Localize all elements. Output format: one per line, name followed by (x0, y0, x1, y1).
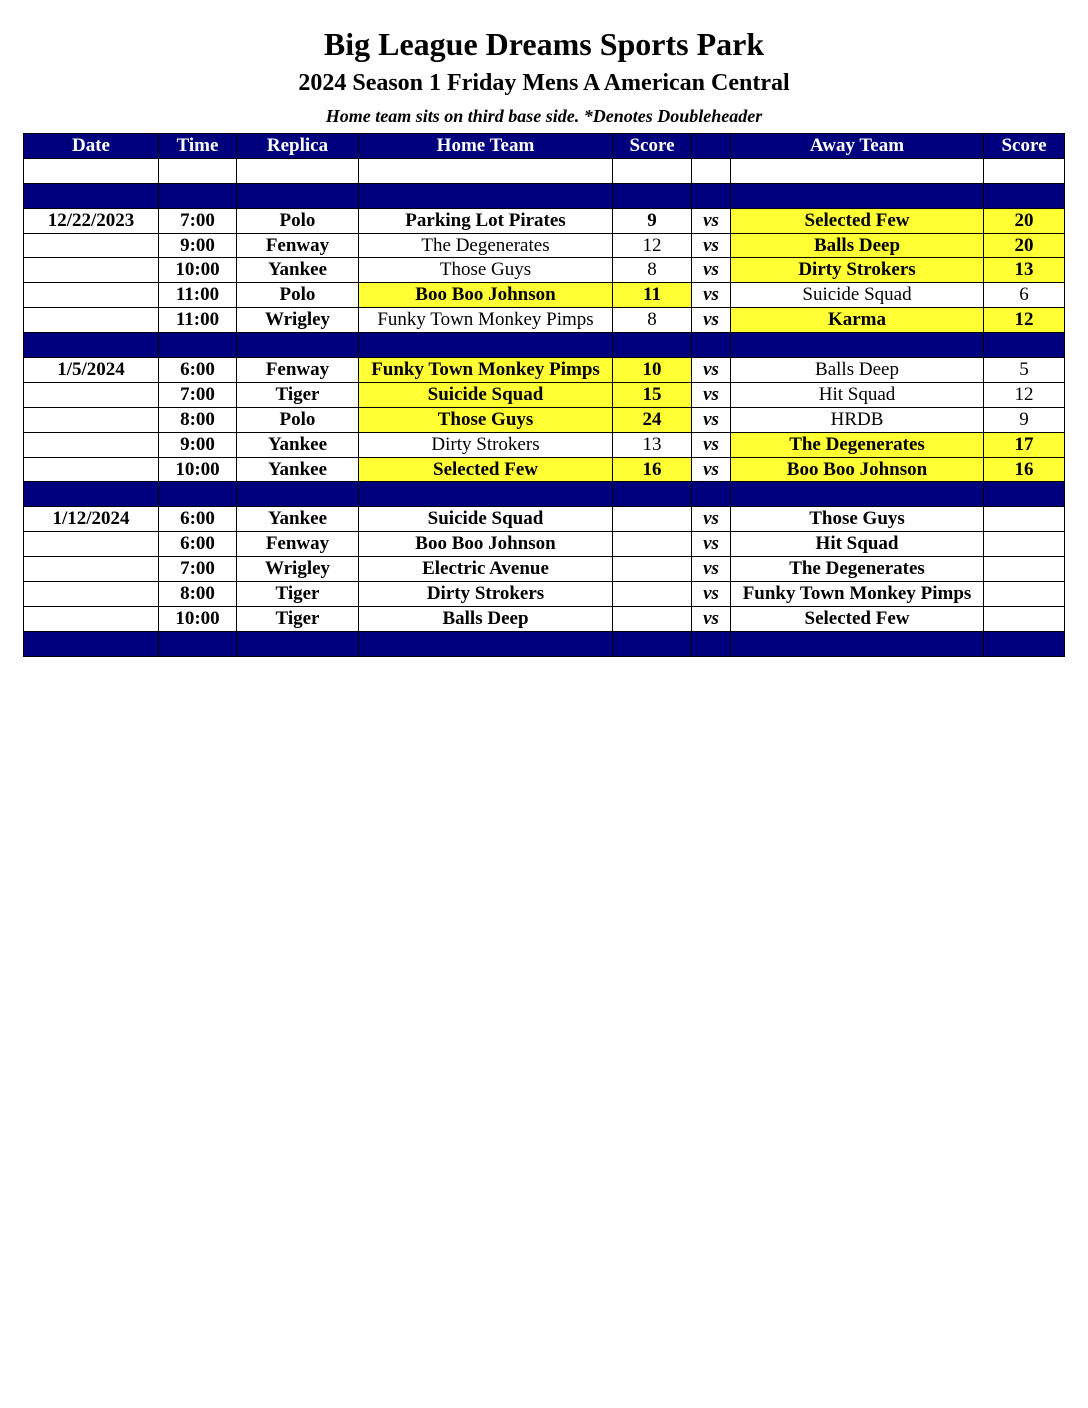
time-cell: 6:00 (159, 358, 237, 383)
table-row (24, 283, 1065, 308)
home-score-cell: 10 (613, 358, 692, 383)
column-header-away-team: Away Team (731, 134, 984, 159)
away-team-cell: Hit Squad (731, 532, 984, 557)
vs-cell: vs (692, 208, 731, 233)
replica-cell: Tiger (237, 382, 359, 407)
home-team-cell: Electric Avenue (359, 557, 613, 582)
replica-cell: Fenway (237, 532, 359, 557)
column-header-time: Time (159, 134, 237, 159)
separator-row (24, 183, 1065, 208)
home-score-cell (613, 557, 692, 582)
away-team-cell: Boo Boo Johnson (731, 457, 984, 482)
away-team-cell: Balls Deep (731, 358, 984, 383)
table-row (24, 606, 1065, 631)
separator-row (24, 333, 1065, 358)
away-score-cell: 17 (984, 432, 1065, 457)
away-score-cell: 12 (984, 308, 1065, 333)
home-team-cell: Funky Town Monkey Pimps (359, 308, 613, 333)
table-row (24, 208, 1065, 233)
home-team-note: Home team sits on third base side. *Denotes Doubleheader (325, 106, 763, 126)
replica-cell: Yankee (237, 457, 359, 482)
date-cell (24, 308, 159, 333)
time-cell: 10:00 (159, 606, 237, 631)
date-cell (24, 233, 159, 258)
time-cell: 8:00 (159, 407, 237, 432)
table-row (24, 582, 1065, 607)
replica-cell: Polo (237, 283, 359, 308)
vs-cell: vs (692, 233, 731, 258)
date-cell (24, 557, 159, 582)
away-team-cell: Karma (731, 308, 984, 333)
column-header-home-score: Score (613, 134, 692, 159)
time-cell: 11:00 (159, 308, 237, 333)
column-header-vs (692, 134, 731, 159)
table-row (24, 507, 1065, 532)
column-header-away-score: Score (984, 134, 1065, 159)
home-score-cell: 9 (613, 208, 692, 233)
table-row (24, 382, 1065, 407)
away-team-cell: Those Guys (731, 507, 984, 532)
away-score-cell: 6 (984, 283, 1065, 308)
date-cell (24, 382, 159, 407)
replica-cell: Wrigley (237, 557, 359, 582)
page-title: Big League Dreams Sports Park (323, 26, 765, 62)
away-team-cell: The Degenerates (731, 557, 984, 582)
away-team-cell: The Degenerates (731, 432, 984, 457)
blank-row (24, 158, 1065, 183)
home-team-cell: Dirty Strokers (359, 582, 613, 607)
replica-cell: Polo (237, 407, 359, 432)
vs-cell: vs (692, 457, 731, 482)
home-score-cell (613, 532, 692, 557)
date-cell: 12/22/2023 (24, 208, 159, 233)
table-row (24, 258, 1065, 283)
away-score-cell (984, 557, 1065, 582)
vs-cell: vs (692, 432, 731, 457)
home-score-cell: 8 (613, 258, 692, 283)
date-cell: 1/12/2024 (24, 507, 159, 532)
away-score-cell: 16 (984, 457, 1065, 482)
vs-cell: vs (692, 606, 731, 631)
home-score-cell (613, 507, 692, 532)
table-row (24, 432, 1065, 457)
home-team-cell: Boo Boo Johnson (359, 283, 613, 308)
vs-cell: vs (692, 358, 731, 383)
replica-cell: Polo (237, 208, 359, 233)
away-team-cell: Selected Few (731, 606, 984, 631)
vs-cell: vs (692, 283, 731, 308)
home-score-cell: 13 (613, 432, 692, 457)
date-cell (24, 457, 159, 482)
home-team-cell: Suicide Squad (359, 382, 613, 407)
table-row (24, 308, 1065, 333)
home-team-cell: Those Guys (359, 258, 613, 283)
vs-cell: vs (692, 308, 731, 333)
date-cell (24, 606, 159, 631)
column-header-home-team: Home Team (359, 134, 613, 159)
time-cell: 10:00 (159, 258, 237, 283)
home-team-cell: The Degenerates (359, 233, 613, 258)
time-cell: 7:00 (159, 557, 237, 582)
page-subtitle: 2024 Season 1 Friday Mens A American Central (298, 70, 790, 96)
away-score-cell: 20 (984, 233, 1065, 258)
away-score-cell: 12 (984, 382, 1065, 407)
away-team-cell: Dirty Strokers (731, 258, 984, 283)
away-score-cell: 13 (984, 258, 1065, 283)
away-team-cell: Balls Deep (731, 233, 984, 258)
time-cell: 9:00 (159, 233, 237, 258)
home-team-cell: Selected Few (359, 457, 613, 482)
header-row (24, 134, 1065, 159)
away-team-cell: Hit Squad (731, 382, 984, 407)
home-team-cell: Parking Lot Pirates (359, 208, 613, 233)
replica-cell: Fenway (237, 233, 359, 258)
home-team-cell: Funky Town Monkey Pimps (359, 358, 613, 383)
replica-cell: Yankee (237, 432, 359, 457)
home-team-cell: Those Guys (359, 407, 613, 432)
home-team-cell: Boo Boo Johnson (359, 532, 613, 557)
table-row (24, 532, 1065, 557)
away-score-cell (984, 507, 1065, 532)
vs-cell: vs (692, 407, 731, 432)
replica-cell: Yankee (237, 507, 359, 532)
vs-cell: vs (692, 557, 731, 582)
time-cell: 6:00 (159, 507, 237, 532)
replica-cell: Wrigley (237, 308, 359, 333)
home-score-cell: 12 (613, 233, 692, 258)
date-cell (24, 258, 159, 283)
time-cell: 6:00 (159, 532, 237, 557)
date-cell (24, 532, 159, 557)
home-team-cell: Dirty Strokers (359, 432, 613, 457)
replica-cell: Tiger (237, 582, 359, 607)
replica-cell: Tiger (237, 606, 359, 631)
home-score-cell: 11 (613, 283, 692, 308)
away-score-cell: 20 (984, 208, 1065, 233)
home-score-cell (613, 606, 692, 631)
table-row (24, 457, 1065, 482)
table-row (24, 407, 1065, 432)
separator-row (24, 631, 1065, 656)
away-score-cell: 9 (984, 407, 1065, 432)
home-score-cell (613, 582, 692, 607)
date-cell (24, 283, 159, 308)
time-cell: 7:00 (159, 382, 237, 407)
vs-cell: vs (692, 258, 731, 283)
column-header-date: Date (24, 134, 159, 159)
home-score-cell: 24 (613, 407, 692, 432)
schedule-table (23, 133, 1065, 657)
vs-cell: vs (692, 382, 731, 407)
away-team-cell: Selected Few (731, 208, 984, 233)
table-row (24, 358, 1065, 383)
away-score-cell (984, 606, 1065, 631)
home-team-cell: Balls Deep (359, 606, 613, 631)
home-team-cell: Suicide Squad (359, 507, 613, 532)
away-team-cell: Funky Town Monkey Pimps (731, 582, 984, 607)
time-cell: 9:00 (159, 432, 237, 457)
away-team-cell: Suicide Squad (731, 283, 984, 308)
vs-cell: vs (692, 507, 731, 532)
home-score-cell: 15 (613, 382, 692, 407)
date-cell (24, 407, 159, 432)
away-score-cell: 5 (984, 358, 1065, 383)
time-cell: 10:00 (159, 457, 237, 482)
away-score-cell (984, 582, 1065, 607)
away-team-cell: HRDB (731, 407, 984, 432)
home-score-cell: 16 (613, 457, 692, 482)
vs-cell: vs (692, 582, 731, 607)
away-score-cell (984, 532, 1065, 557)
home-score-cell: 8 (613, 308, 692, 333)
time-cell: 11:00 (159, 283, 237, 308)
separator-row (24, 482, 1065, 507)
date-cell: 1/5/2024 (24, 358, 159, 383)
replica-cell: Fenway (237, 358, 359, 383)
time-cell: 8:00 (159, 582, 237, 607)
column-header-replica: Replica (237, 134, 359, 159)
vs-cell: vs (692, 532, 731, 557)
date-cell (24, 432, 159, 457)
table-row (24, 233, 1065, 258)
replica-cell: Yankee (237, 258, 359, 283)
time-cell: 7:00 (159, 208, 237, 233)
date-cell (24, 582, 159, 607)
table-row (24, 557, 1065, 582)
